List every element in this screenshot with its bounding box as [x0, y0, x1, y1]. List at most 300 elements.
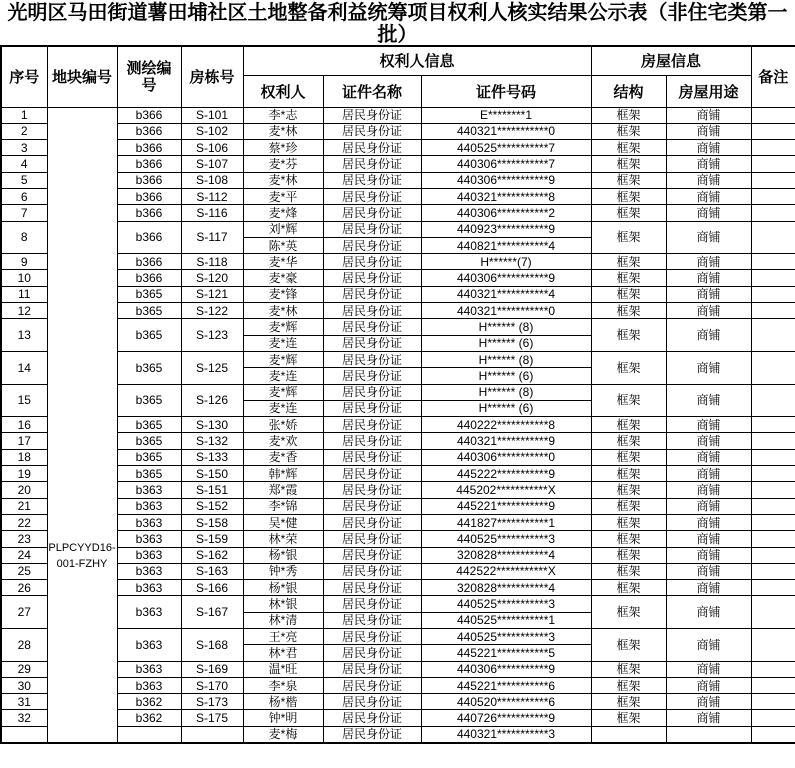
seq-cell: 10 — [1, 270, 47, 286]
table-row — [1, 384, 795, 400]
cert-name-cell: 居民身份证 — [323, 221, 421, 237]
survey-code-cell: b366 — [117, 205, 181, 221]
table-row — [1, 629, 795, 645]
seq-cell: 24 — [1, 547, 47, 563]
building-no-cell: S-133 — [181, 449, 243, 465]
seq-cell: 18 — [1, 449, 47, 465]
cert-name-cell: 居民身份证 — [323, 449, 421, 465]
remark-cell — [751, 172, 795, 188]
house-use-cell: 商铺 — [666, 172, 751, 188]
survey-code-cell: b365 — [117, 286, 181, 302]
table-row — [1, 140, 795, 156]
building-no-cell: S-107 — [181, 156, 243, 172]
structure-cell: 框架 — [591, 303, 666, 319]
cert-name-cell: 居民身份证 — [323, 400, 421, 416]
remark-cell — [751, 449, 795, 465]
table-row — [1, 710, 795, 726]
cert-name-cell: 居民身份证 — [323, 156, 421, 172]
seq-cell: 3 — [1, 140, 47, 156]
seq-cell: 13 — [1, 319, 47, 352]
seq-cell: 15 — [1, 384, 47, 417]
house-use-cell: 商铺 — [666, 123, 751, 139]
cert-name-cell: 居民身份证 — [323, 368, 421, 384]
plot-code-value: PLPCYYD16-001-FZHY — [48, 541, 116, 570]
owner-name-cell: 麦*林 — [243, 172, 323, 188]
owner-name-cell: 温*旺 — [243, 661, 323, 677]
owner-name-cell: 杨*楷 — [243, 694, 323, 710]
building-no-cell: S-132 — [181, 433, 243, 449]
house-use-cell: 商铺 — [666, 351, 751, 384]
survey-code-cell: b366 — [117, 188, 181, 204]
cert-name-cell: 居民身份证 — [323, 694, 421, 710]
cert-no-cell: 320828***********4 — [421, 547, 591, 563]
survey-code-cell — [117, 726, 181, 742]
building-no-cell: S-102 — [181, 123, 243, 139]
cert-name-cell: 居民身份证 — [323, 612, 421, 628]
table-row — [1, 514, 795, 530]
owner-name-cell: 林*君 — [243, 645, 323, 661]
structure-cell: 框架 — [591, 107, 666, 123]
owner-name-cell: 麦*平 — [243, 188, 323, 204]
house-use-cell: 商铺 — [666, 547, 751, 563]
cert-no-cell: 442522***********X — [421, 563, 591, 579]
structure-cell: 框架 — [591, 156, 666, 172]
table-row — [1, 466, 795, 482]
cert-no-cell: 440525***********3 — [421, 531, 591, 547]
table-row — [1, 172, 795, 188]
owner-name-cell: 张*娇 — [243, 417, 323, 433]
remark-cell — [751, 596, 795, 629]
table-row — [1, 205, 795, 221]
structure-cell — [591, 726, 666, 742]
survey-code-cell: b366 — [117, 156, 181, 172]
house-use-cell: 商铺 — [666, 319, 751, 352]
cert-name-cell: 居民身份证 — [323, 531, 421, 547]
survey-code-cell: b365 — [117, 384, 181, 417]
structure-cell: 框架 — [591, 140, 666, 156]
table-row — [1, 449, 795, 465]
survey-code-cell: b365 — [117, 351, 181, 384]
cert-name-cell: 居民身份证 — [323, 303, 421, 319]
cert-name-cell: 居民身份证 — [323, 107, 421, 123]
table-row — [1, 303, 795, 319]
house-use-cell: 商铺 — [666, 482, 751, 498]
cert-no-cell: 440306***********9 — [421, 270, 591, 286]
house-use-cell: 商铺 — [666, 270, 751, 286]
structure-cell: 框架 — [591, 188, 666, 204]
house-use-cell: 商铺 — [666, 286, 751, 302]
building-no-cell: S-151 — [181, 482, 243, 498]
survey-code-cell: b366 — [117, 123, 181, 139]
table-row — [1, 580, 795, 596]
owner-name-cell: 李*锦 — [243, 498, 323, 514]
table-row — [1, 319, 795, 335]
survey-code-cell: b365 — [117, 433, 181, 449]
cert-name-cell: 居民身份证 — [323, 466, 421, 482]
owner-name-cell: 郑*霞 — [243, 482, 323, 498]
table-row — [1, 661, 795, 677]
table-row — [1, 596, 795, 612]
table-row — [1, 726, 795, 742]
owner-name-cell: 李*志 — [243, 107, 323, 123]
building-no-cell: S-163 — [181, 563, 243, 579]
table-row — [1, 531, 795, 547]
owner-name-cell: 麦*连 — [243, 368, 323, 384]
owner-name-cell: 王*亮 — [243, 629, 323, 645]
seq-cell: 26 — [1, 580, 47, 596]
seq-cell: 2 — [1, 123, 47, 139]
house-use-cell: 商铺 — [666, 303, 751, 319]
remark-cell — [751, 221, 795, 254]
cert-name-cell: 居民身份证 — [323, 596, 421, 612]
remark-cell — [751, 319, 795, 352]
building-no-cell: S-122 — [181, 303, 243, 319]
owner-name-cell: 麦*林 — [243, 303, 323, 319]
structure-cell: 框架 — [591, 205, 666, 221]
cert-name-cell: 居民身份证 — [323, 384, 421, 400]
header-owner-info-group: 权利人信息 — [243, 46, 591, 75]
house-use-cell: 商铺 — [666, 140, 751, 156]
building-no-cell: S-159 — [181, 531, 243, 547]
remark-cell — [751, 514, 795, 530]
owner-name-cell: 林*荣 — [243, 531, 323, 547]
structure-cell: 框架 — [591, 351, 666, 384]
owner-name-cell: 麦*林 — [243, 123, 323, 139]
cert-no-cell: 440222***********8 — [421, 417, 591, 433]
cert-no-cell: 320828***********4 — [421, 580, 591, 596]
structure-cell: 框架 — [591, 596, 666, 629]
remark-cell — [751, 205, 795, 221]
cert-no-cell: 445221***********5 — [421, 645, 591, 661]
building-no-cell: S-120 — [181, 270, 243, 286]
structure-cell: 框架 — [591, 417, 666, 433]
seq-cell: 1 — [1, 107, 47, 123]
owner-name-cell: 麦*辉 — [243, 319, 323, 335]
cert-name-cell: 居民身份证 — [323, 645, 421, 661]
cert-name-cell: 居民身份证 — [323, 629, 421, 645]
building-no-cell: S-168 — [181, 629, 243, 662]
building-no-cell: S-152 — [181, 498, 243, 514]
header-plot-code: 地块编号 — [47, 46, 117, 107]
page-title-line1: 光明区马田街道薯田埔社区土地整备利益统筹项目权利人核实结果公示表（非住宅类第一 — [7, 2, 788, 24]
remark-cell — [751, 677, 795, 693]
page-title-line2: 批） — [377, 24, 418, 46]
header-owner: 权利人 — [243, 75, 323, 107]
survey-code-cell: b366 — [117, 270, 181, 286]
structure-cell: 框架 — [591, 563, 666, 579]
table-row — [1, 417, 795, 433]
cert-name-cell: 居民身份证 — [323, 205, 421, 221]
seq-cell: 28 — [1, 629, 47, 662]
remark-cell — [751, 270, 795, 286]
cert-no-cell: 445222***********9 — [421, 466, 591, 482]
table-row — [1, 547, 795, 563]
house-use-cell: 商铺 — [666, 710, 751, 726]
owner-name-cell: 麦*香 — [243, 449, 323, 465]
table-row — [1, 563, 795, 579]
building-no-cell — [181, 726, 243, 742]
building-no-cell: S-167 — [181, 596, 243, 629]
cert-no-cell: 440321***********4 — [421, 286, 591, 302]
cert-no-cell: 440821***********4 — [421, 237, 591, 253]
cert-no-cell: 440321***********9 — [421, 433, 591, 449]
cert-name-cell: 居民身份证 — [323, 237, 421, 253]
remark-cell — [751, 351, 795, 384]
owner-name-cell: 麦*锋 — [243, 286, 323, 302]
house-use-cell: 商铺 — [666, 221, 751, 254]
page-title — [0, 0, 795, 45]
cert-name-cell: 居民身份证 — [323, 319, 421, 335]
structure-cell: 框架 — [591, 629, 666, 662]
cert-no-cell: E********1 — [421, 107, 591, 123]
seq-cell: 25 — [1, 563, 47, 579]
remark-cell — [751, 726, 795, 742]
structure-cell: 框架 — [591, 254, 666, 270]
structure-cell: 框架 — [591, 498, 666, 514]
structure-cell: 框架 — [591, 710, 666, 726]
seq-cell: 21 — [1, 498, 47, 514]
house-use-cell: 商铺 — [666, 433, 751, 449]
cert-name-cell: 居民身份证 — [323, 563, 421, 579]
cert-name-cell: 居民身份证 — [323, 661, 421, 677]
structure-cell: 框架 — [591, 433, 666, 449]
seq-cell: 11 — [1, 286, 47, 302]
structure-cell: 框架 — [591, 466, 666, 482]
building-no-cell: S-175 — [181, 710, 243, 726]
owner-name-cell: 杨*银 — [243, 547, 323, 563]
remark-cell — [751, 156, 795, 172]
owner-name-cell: 吴*健 — [243, 514, 323, 530]
table-row — [1, 254, 795, 270]
cert-name-cell: 居民身份证 — [323, 335, 421, 351]
header-house-info-group: 房屋信息 — [591, 46, 751, 75]
header-seq: 序号 — [1, 46, 47, 107]
table-header — [1, 46, 795, 107]
cert-name-cell: 居民身份证 — [323, 498, 421, 514]
building-no-cell: S-112 — [181, 188, 243, 204]
cert-no-cell: 440520***********6 — [421, 694, 591, 710]
survey-code-cell: b363 — [117, 629, 181, 662]
remark-cell — [751, 433, 795, 449]
cert-no-cell: 440306***********9 — [421, 661, 591, 677]
structure-cell: 框架 — [591, 384, 666, 417]
building-no-cell: S-158 — [181, 514, 243, 530]
structure-cell: 框架 — [591, 286, 666, 302]
house-use-cell: 商铺 — [666, 596, 751, 629]
cert-name-cell: 居民身份证 — [323, 514, 421, 530]
remark-cell — [751, 123, 795, 139]
table-row — [1, 188, 795, 204]
house-use-cell: 商铺 — [666, 498, 751, 514]
cert-no-cell: 440726***********9 — [421, 710, 591, 726]
cert-no-cell: 440321***********3 — [421, 726, 591, 742]
cert-no-cell: H****** (8) — [421, 384, 591, 400]
building-no-cell: S-123 — [181, 319, 243, 352]
survey-code-cell: b363 — [117, 531, 181, 547]
survey-code-cell: b366 — [117, 221, 181, 254]
survey-code-cell: b363 — [117, 498, 181, 514]
owner-name-cell: 麦*芬 — [243, 156, 323, 172]
remark-cell — [751, 498, 795, 514]
cert-no-cell: 440321***********0 — [421, 123, 591, 139]
owner-name-cell: 韩*辉 — [243, 466, 323, 482]
cert-name-cell: 居民身份证 — [323, 710, 421, 726]
survey-code-cell: b363 — [117, 547, 181, 563]
cert-no-cell: 440306***********2 — [421, 205, 591, 221]
survey-code-cell: b363 — [117, 661, 181, 677]
building-no-cell: S-173 — [181, 694, 243, 710]
remark-cell — [751, 417, 795, 433]
cert-name-cell: 居民身份证 — [323, 547, 421, 563]
header-survey-code — [117, 46, 181, 107]
house-use-cell: 商铺 — [666, 531, 751, 547]
seq-cell: 8 — [1, 221, 47, 254]
owner-name-cell: 麦*辉 — [243, 384, 323, 400]
building-no-cell: S-125 — [181, 351, 243, 384]
structure-cell: 框架 — [591, 172, 666, 188]
survey-code-cell: b363 — [117, 563, 181, 579]
structure-cell: 框架 — [591, 482, 666, 498]
owner-name-cell: 麦*连 — [243, 400, 323, 416]
cert-no-cell: 440923***********9 — [421, 221, 591, 237]
remark-cell — [751, 188, 795, 204]
survey-code-cell: b363 — [117, 596, 181, 629]
survey-code-cell: b362 — [117, 710, 181, 726]
table-row — [1, 107, 795, 123]
cert-no-cell: 445221***********6 — [421, 677, 591, 693]
house-use-cell: 商铺 — [666, 384, 751, 417]
building-no-cell: S-121 — [181, 286, 243, 302]
cert-no-cell: 445221***********9 — [421, 498, 591, 514]
remark-cell — [751, 466, 795, 482]
seq-cell — [1, 726, 47, 742]
seq-cell: 4 — [1, 156, 47, 172]
seq-cell: 23 — [1, 531, 47, 547]
header-house-use: 房屋用途 — [666, 75, 751, 107]
seq-cell: 14 — [1, 351, 47, 384]
owner-name-cell: 蔡*珍 — [243, 140, 323, 156]
cert-no-cell: 440525***********3 — [421, 596, 591, 612]
building-no-cell: S-108 — [181, 172, 243, 188]
house-use-cell: 商铺 — [666, 661, 751, 677]
owner-name-cell: 麦*豪 — [243, 270, 323, 286]
remark-cell — [751, 629, 795, 662]
cert-no-cell: H******(7) — [421, 254, 591, 270]
table-row — [1, 677, 795, 693]
building-no-cell: S-162 — [181, 547, 243, 563]
owner-name-cell: 林*银 — [243, 596, 323, 612]
seq-cell: 32 — [1, 710, 47, 726]
structure-cell: 框架 — [591, 221, 666, 254]
table-row — [1, 123, 795, 139]
seq-cell: 22 — [1, 514, 47, 530]
table-row — [1, 270, 795, 286]
table-body — [1, 107, 795, 743]
cert-no-cell: H****** (8) — [421, 351, 591, 367]
cert-no-cell: 440321***********8 — [421, 188, 591, 204]
seq-cell: 31 — [1, 694, 47, 710]
structure-cell: 框架 — [591, 270, 666, 286]
cert-name-cell: 居民身份证 — [323, 351, 421, 367]
notice-table — [0, 45, 795, 744]
survey-code-cell: b365 — [117, 466, 181, 482]
building-no-cell: S-126 — [181, 384, 243, 417]
header-remark: 备注 — [751, 46, 795, 107]
owner-name-cell: 钟*明 — [243, 710, 323, 726]
structure-cell: 框架 — [591, 677, 666, 693]
plot-code-cell — [47, 107, 117, 743]
building-no-cell: S-170 — [181, 677, 243, 693]
cert-name-cell: 居民身份证 — [323, 123, 421, 139]
remark-cell — [751, 531, 795, 547]
owner-name-cell: 陈*英 — [243, 237, 323, 253]
cert-name-cell: 居民身份证 — [323, 580, 421, 596]
building-no-cell: S-150 — [181, 466, 243, 482]
cert-no-cell: H****** (6) — [421, 335, 591, 351]
survey-code-cell: b366 — [117, 254, 181, 270]
cert-name-cell: 居民身份证 — [323, 726, 421, 742]
table-row — [1, 156, 795, 172]
cert-no-cell: H****** (8) — [421, 319, 591, 335]
header-survey-code-label: 测绘编号 — [126, 59, 172, 94]
survey-code-cell: b366 — [117, 107, 181, 123]
structure-cell: 框架 — [591, 123, 666, 139]
survey-code-cell: b365 — [117, 417, 181, 433]
owner-name-cell: 林*清 — [243, 612, 323, 628]
owner-name-cell: 杨*银 — [243, 580, 323, 596]
owner-name-cell: 麦*烽 — [243, 205, 323, 221]
structure-cell: 框架 — [591, 580, 666, 596]
cert-no-cell: 440306***********9 — [421, 172, 591, 188]
seq-cell: 12 — [1, 303, 47, 319]
owner-name-cell: 李*泉 — [243, 677, 323, 693]
structure-cell: 框架 — [591, 694, 666, 710]
building-no-cell: S-130 — [181, 417, 243, 433]
cert-no-cell: 440525***********1 — [421, 612, 591, 628]
house-use-cell: 商铺 — [666, 107, 751, 123]
seq-cell: 7 — [1, 205, 47, 221]
building-no-cell: S-117 — [181, 221, 243, 254]
cert-no-cell: 440306***********7 — [421, 156, 591, 172]
remark-cell — [751, 286, 795, 302]
cert-name-cell: 居民身份证 — [323, 286, 421, 302]
seq-cell: 6 — [1, 188, 47, 204]
table-row — [1, 221, 795, 237]
building-no-cell: S-118 — [181, 254, 243, 270]
cert-no-cell: 440306***********0 — [421, 449, 591, 465]
cert-no-cell: 440525***********7 — [421, 140, 591, 156]
structure-cell: 框架 — [591, 449, 666, 465]
cert-name-cell: 居民身份证 — [323, 188, 421, 204]
cert-name-cell: 居民身份证 — [323, 417, 421, 433]
remark-cell — [751, 107, 795, 123]
seq-cell: 16 — [1, 417, 47, 433]
house-use-cell: 商铺 — [666, 580, 751, 596]
building-no-cell: S-169 — [181, 661, 243, 677]
cert-name-cell: 居民身份证 — [323, 254, 421, 270]
table-row — [1, 433, 795, 449]
survey-code-cell: b363 — [117, 580, 181, 596]
owner-name-cell: 麦*欢 — [243, 433, 323, 449]
remark-cell — [751, 661, 795, 677]
survey-code-cell: b365 — [117, 449, 181, 465]
survey-code-cell: b366 — [117, 140, 181, 156]
remark-cell — [751, 580, 795, 596]
survey-code-cell: b366 — [117, 172, 181, 188]
survey-code-cell: b365 — [117, 303, 181, 319]
cert-no-cell: 445202***********X — [421, 482, 591, 498]
house-use-cell: 商铺 — [666, 205, 751, 221]
